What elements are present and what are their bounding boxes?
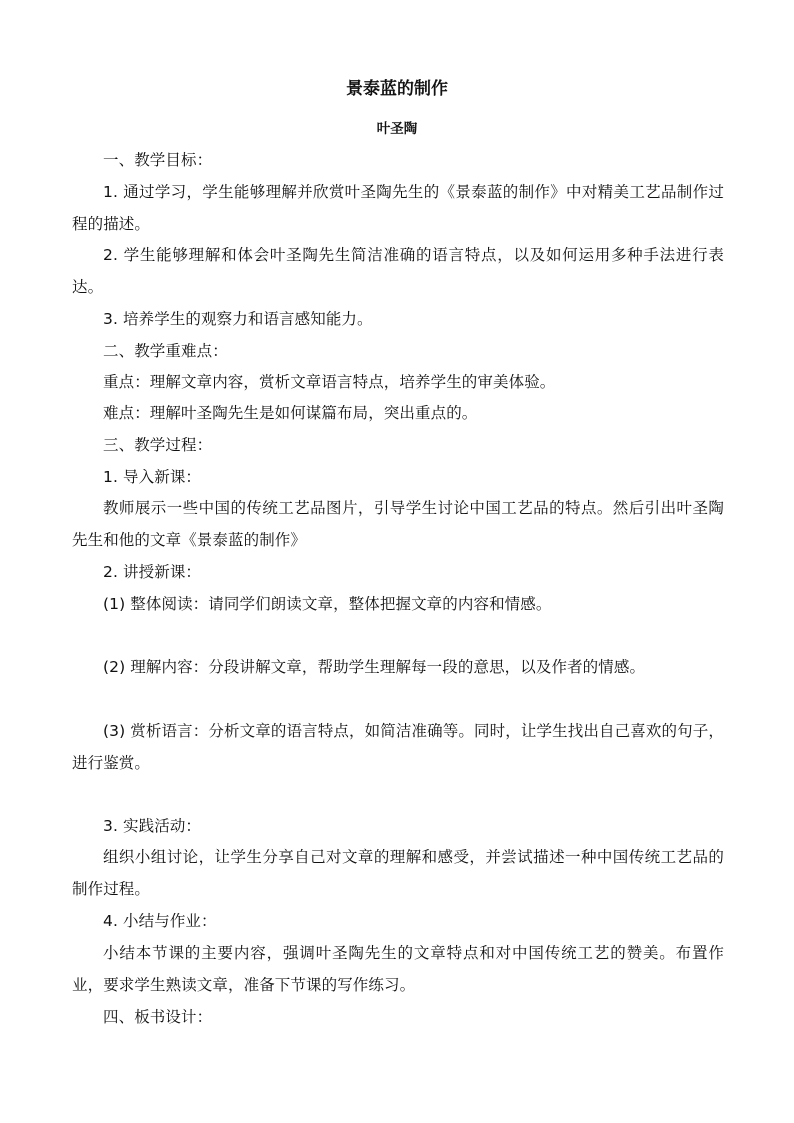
process-step-4-text: 小结本节课的主要内容，强调叶圣陶先生的文章特点和对中国传统工艺的赞美。布置作业，要求学生熟读文章，准备下节课的写作练习。 (72, 944, 724, 994)
process-step-3-text: 组织小组讨论，让学生分享自己对文章的理解和感受，并尝试描述一种中国传统工艺品的制作过程。 (72, 848, 724, 898)
difficult-point: 难点：理解叶圣陶先生是如何谋篇布局，突出重点的。 (103, 404, 478, 422)
key-point: 重点：理解文章内容，赏析文章语言特点，培养学生的审美体验。 (103, 373, 556, 391)
process-step-2-item-3: (3) 赏析语言：分析文章的语言特点，如简洁准确等。同时，让学生找出自己喜欢的句子，进行鉴赏。 (72, 722, 724, 772)
section-heading-board-design: 四、板书设计： (103, 1008, 213, 1026)
section-heading-objectives: 一、教学目标： (103, 151, 213, 169)
process-step-1-heading: 1. 导入新课： (103, 468, 202, 486)
objective-item-3: 3. 培养学生的观察力和语言感知能力。 (103, 310, 373, 328)
objective-item-2: 2. 学生能够理解和体会叶圣陶先生简洁准确的语言特点，以及如何运用多种手法进行表达。 (72, 246, 724, 296)
page-title: 景泰蓝的制作 (346, 79, 448, 99)
process-step-2-item-1: (1) 整体阅读：请同学们朗读文章，整体把握文章的内容和情感。 (103, 595, 552, 613)
process-step-4-heading: 4. 小结与作业： (103, 912, 217, 930)
process-step-3-heading: 3. 实践活动： (103, 817, 202, 835)
section-heading-key-points: 二、教学重难点： (103, 342, 228, 360)
author-line: 叶圣陶 (376, 121, 418, 137)
process-step-1-text: 教师展示一些中国的传统工艺品图片，引导学生讨论中国工艺品的特点。然后引出叶圣陶先生和他的文章《景泰蓝的制作》 (72, 499, 724, 549)
section-heading-process: 三、教学过程： (103, 436, 213, 454)
process-step-2-heading: 2. 讲授新课： (103, 563, 202, 581)
objective-item-1: 1. 通过学习，学生能够理解并欣赏叶圣陶先生的《景泰蓝的制作》中对精美工艺品制作过程的描述。 (72, 183, 724, 233)
process-step-2-item-2: (2) 理解内容：分段讲解文章，帮助学生理解每一段的意思，以及作者的情感。 (103, 658, 646, 676)
